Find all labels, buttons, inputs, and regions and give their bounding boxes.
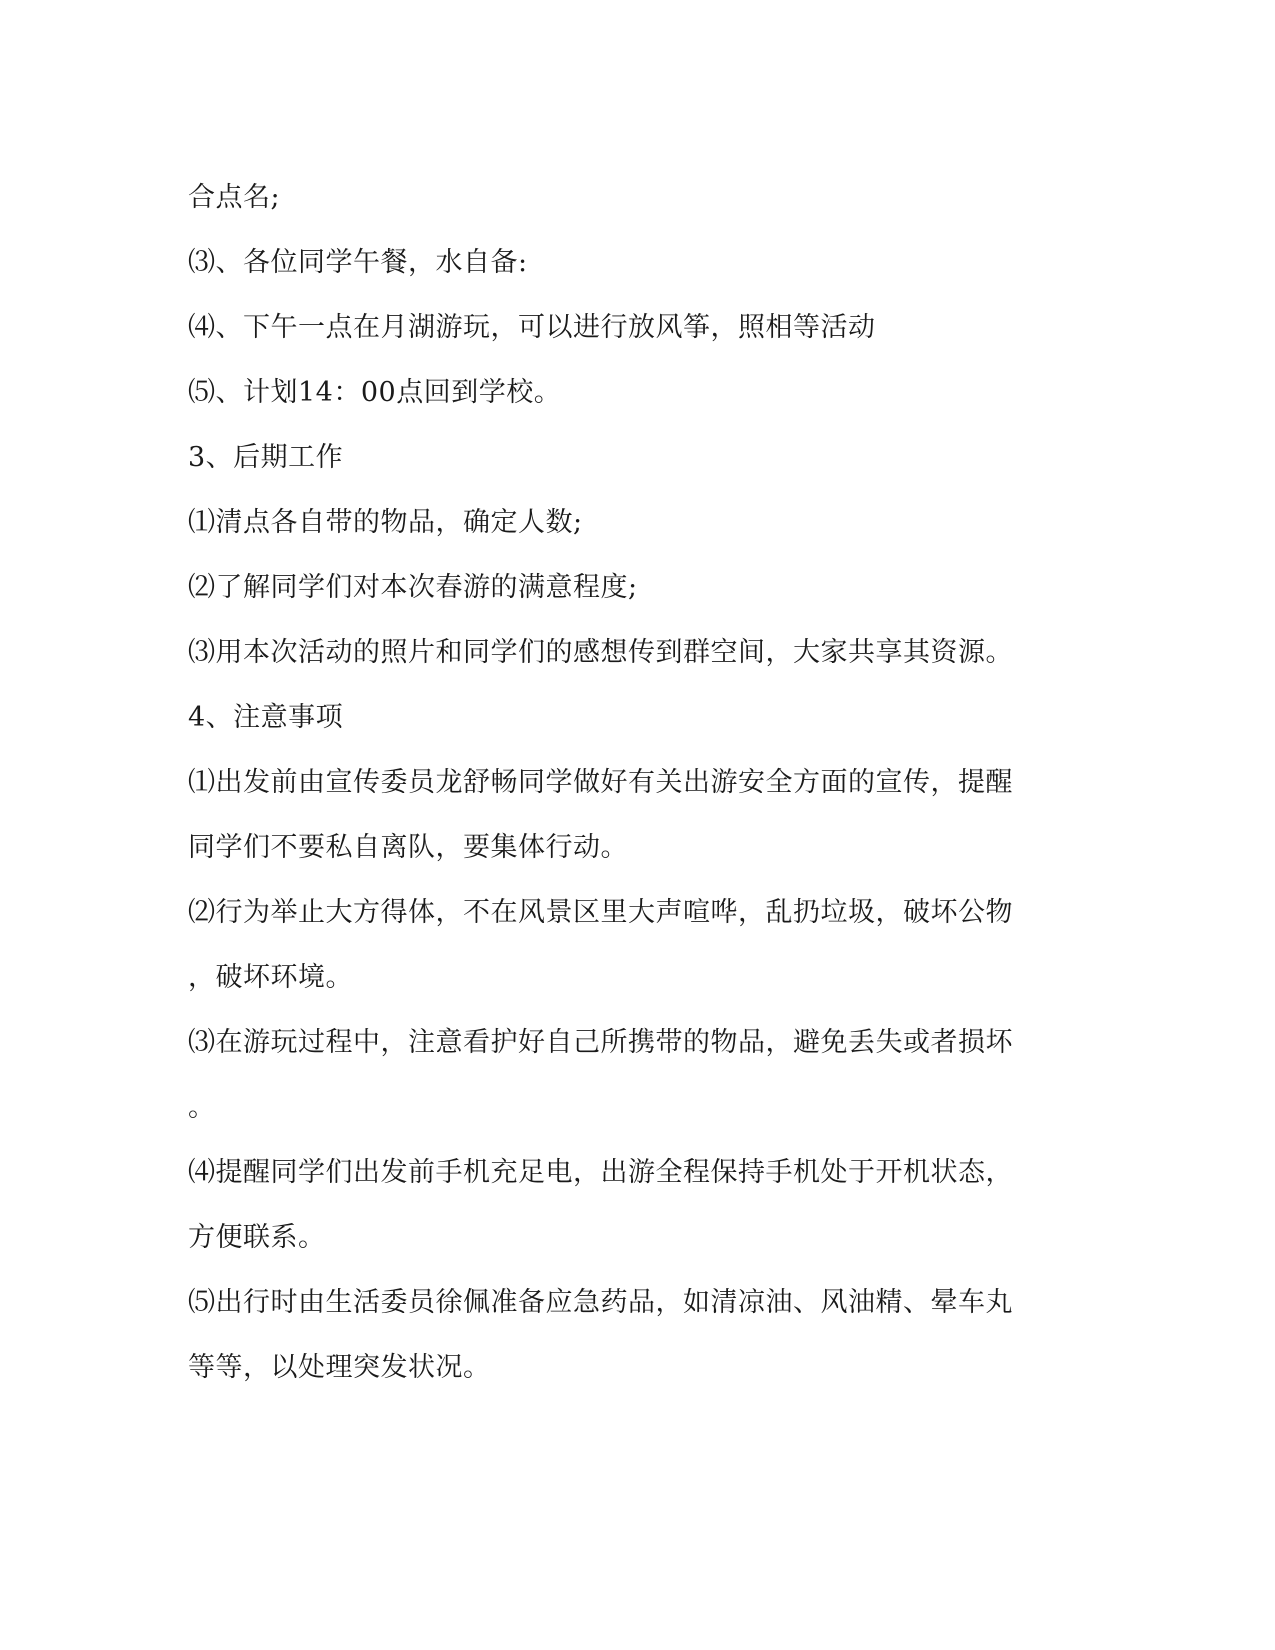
text-line: ⑸、计划14：00点回到学校。 xyxy=(188,377,562,408)
text-line: ⑶在游玩过程中，注意看护好自己所携带的物品，避免丢失或者损坏 xyxy=(188,1027,1013,1058)
text-line: 合点名; xyxy=(188,182,281,213)
text-line: ⑷、下午一点在月湖游玩，可以进行放风筝，照相等活动 xyxy=(188,312,876,343)
text-line: ，破坏环境。 xyxy=(188,962,353,993)
section-heading: 3、后期工作 xyxy=(188,442,344,473)
text-line: ⑷提醒同学们出发前手机充足电，出游全程保持手机处于开机状态， xyxy=(188,1157,1013,1188)
text-line: ⑵了解同学们对本次春游的满意程度; xyxy=(188,572,638,603)
section-heading: 4、注意事项 xyxy=(188,702,344,733)
text-line: ⑸出行时由生活委员徐佩准备应急药品，如清凉油、风油精、晕车丸 xyxy=(188,1287,1013,1318)
text-line: ⑴清点各自带的物品，确定人数; xyxy=(188,507,583,538)
text-line: ⑶用本次活动的照片和同学们的感想传到群空间，大家共享其资源。 xyxy=(188,637,1013,668)
text-line: ⑵行为举止大方得体，不在风景区里大声喧哗，乱扔垃圾，破坏公物 xyxy=(188,897,1013,928)
text-line: ⑴出发前由宣传委员龙舒畅同学做好有关出游安全方面的宣传，提醒 xyxy=(188,767,1013,798)
text-line: 方便联系。 xyxy=(188,1222,326,1253)
document-body xyxy=(188,165,1088,1400)
text-line: 等等，以处理突发状况。 xyxy=(188,1352,491,1383)
text-line: 同学们不要私自离队，要集体行动。 xyxy=(188,832,628,863)
text-line: ⑶、各位同学午餐，水自备: xyxy=(188,247,528,278)
text-line: 。 xyxy=(188,1092,216,1123)
